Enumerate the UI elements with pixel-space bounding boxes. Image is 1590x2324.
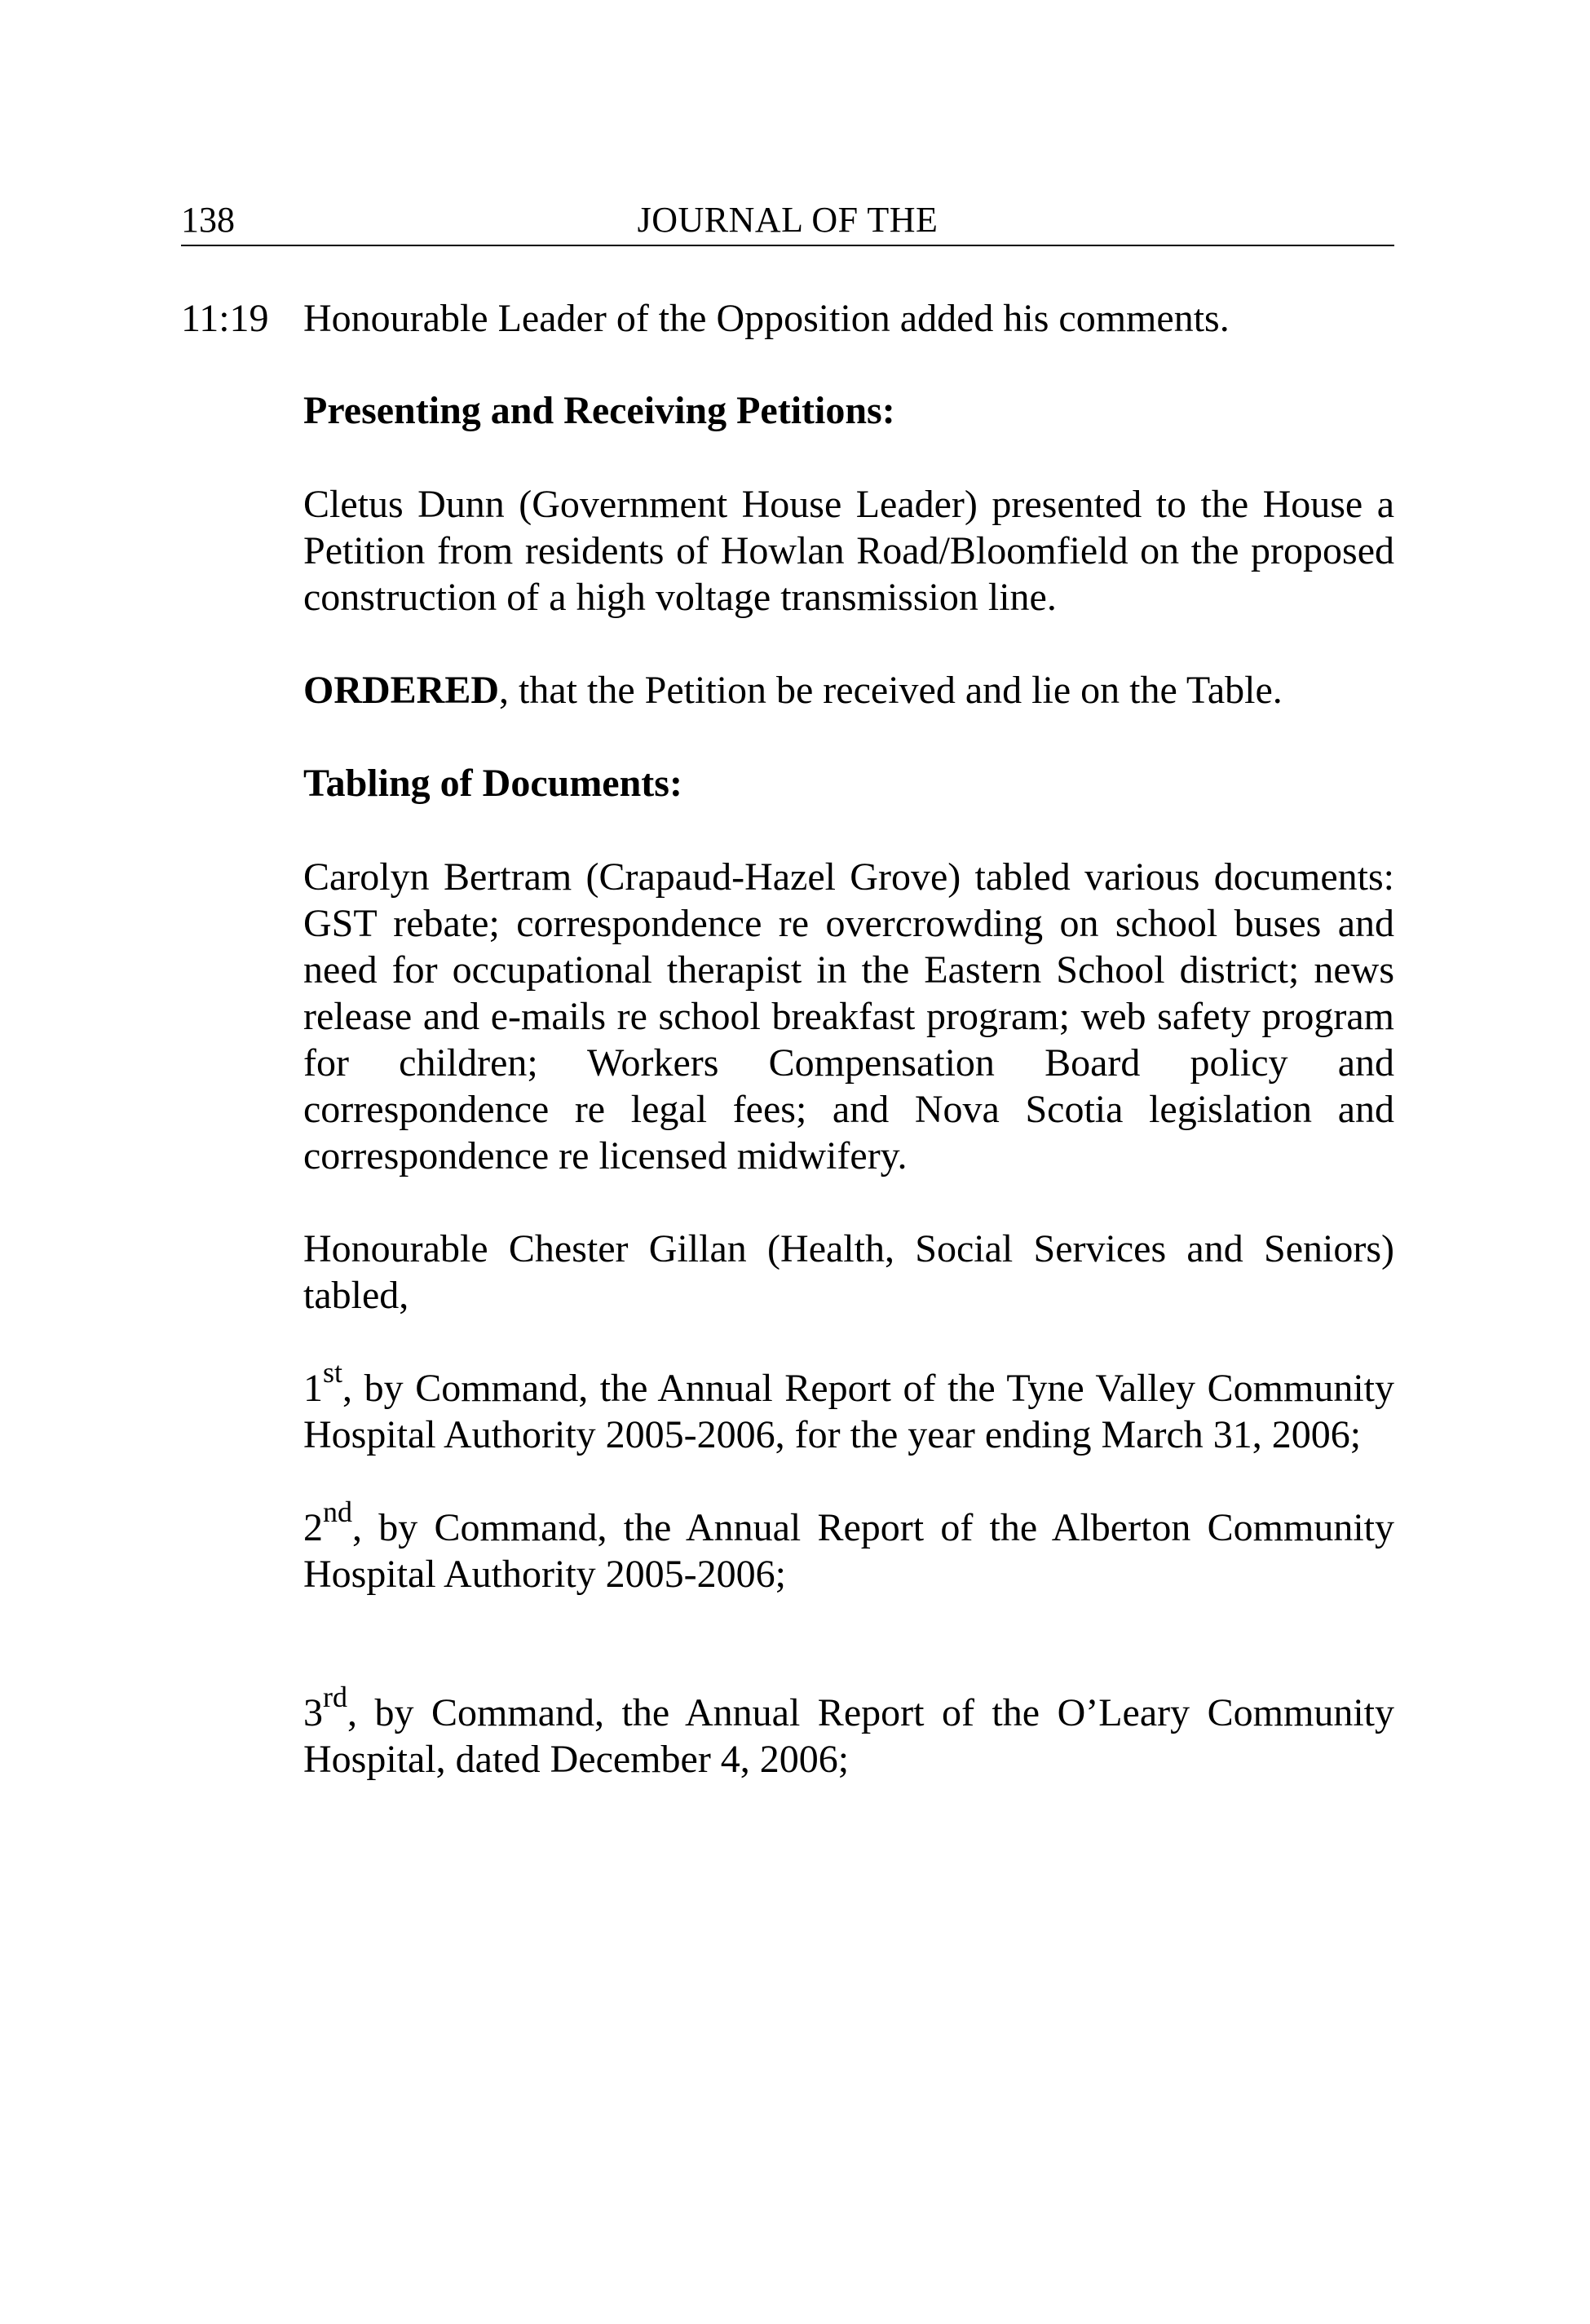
tabled-item-2 bbox=[303, 1496, 1394, 1597]
ordered-word: ORDERED bbox=[303, 669, 500, 712]
page-header bbox=[181, 196, 1394, 246]
item-2-text: , by Command, the Annual Report of the Alberton Community Hospital Authority 2005-2006; bbox=[303, 1506, 1394, 1596]
petition-paragraph: Cletus Dunn (Government House Leader) presented to the House a Petition from residents of Howlan Road/Bloomfield on the proposed construction of a high voltage transmission line. bbox=[303, 483, 1394, 619]
running-title: JOURNAL OF THE bbox=[637, 200, 939, 240]
item-1-text: , by Command, the Annual Report of the Tyne Valley Community Hospital Authority 2005-2006, for the year ending March 31, 2006; bbox=[303, 1367, 1394, 1456]
item-2-suffix: nd bbox=[323, 1496, 352, 1528]
item-2-number: 2 bbox=[303, 1506, 323, 1549]
page-number: 138 bbox=[181, 200, 235, 240]
tabling-heading: Tabling of Documents: bbox=[303, 762, 682, 805]
item-3-number: 3 bbox=[303, 1691, 323, 1734]
petitions-heading: Presenting and Receiving Petitions: bbox=[303, 389, 895, 432]
item-1-suffix: st bbox=[323, 1356, 343, 1389]
ordered-rest: , that the Petition be received and lie on the Table. bbox=[499, 669, 1283, 712]
tabled-item-1 bbox=[303, 1356, 1394, 1458]
item-1-number: 1 bbox=[303, 1367, 323, 1410]
gillan-paragraph: Honourable Chester Gillan (Health, Social Services and Seniors) tabled, bbox=[303, 1227, 1394, 1317]
entry-time: 11:19 bbox=[181, 297, 269, 340]
item-3-text: , by Command, the Annual Report of the O’Leary Community Hospital, dated December 4, 2006; bbox=[303, 1691, 1394, 1781]
journal-body bbox=[303, 295, 1394, 1783]
bertram-paragraph: Carolyn Bertram (Crapaud-Hazel Grove) tabled various documents: GST rebate; correspondence re overcrowding on school buses and need for occupational therapist in the Eastern School district; news release and e-mails re school breakfast program; web safety program for children; Workers Compensation Board policy and correspondence re legal fees; and Nova Scotia legislation and correspondence re licensed midwifery. bbox=[303, 855, 1394, 1177]
ordered-paragraph bbox=[303, 667, 1394, 714]
item-3-suffix: rd bbox=[323, 1681, 347, 1713]
opening-line: Honourable Leader of the Opposition added his comments. bbox=[303, 297, 1230, 340]
tabled-item-3 bbox=[303, 1681, 1394, 1783]
